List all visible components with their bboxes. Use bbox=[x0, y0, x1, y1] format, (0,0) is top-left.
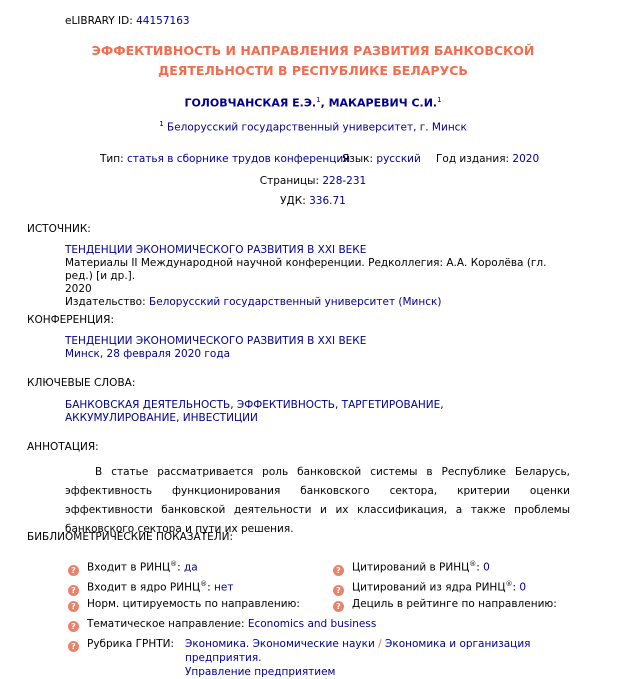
help-icon[interactable]: ? bbox=[68, 585, 79, 596]
author-aff-no: 1 bbox=[437, 96, 442, 104]
meta-lang-label: Язык: bbox=[342, 153, 374, 165]
biblio-heading: БИБЛИОМЕТРИЧЕСКИЕ ПОКАЗАТЕЛИ: bbox=[27, 531, 234, 543]
help-icon[interactable]: ? bbox=[333, 565, 344, 576]
source-year: 2020 bbox=[65, 283, 92, 295]
author-link[interactable]: ГОЛОВЧАНСКАЯ Е.Э. bbox=[184, 96, 317, 110]
source-desc: Материалы II Международной научной конференции. Редколлегия: А.А. Королёва (гл. ред.) [и др.]. bbox=[65, 257, 547, 282]
source-heading: ИСТОЧНИК: bbox=[27, 223, 91, 235]
help-icon[interactable]: ? bbox=[68, 621, 79, 632]
grnti-values bbox=[185, 637, 585, 679]
meta-year-value: 2020 bbox=[512, 153, 540, 165]
meta-udk bbox=[0, 195, 626, 207]
help-icon[interactable]: ? bbox=[68, 565, 79, 576]
rinc-core-included: ? Входит в ядро РИНЦ®: нет bbox=[68, 577, 234, 596]
elibrary-id-label: eLIBRARY ID: bbox=[65, 15, 133, 27]
annotation-heading: АННОТАЦИЯ: bbox=[27, 441, 99, 453]
source-title-link[interactable]: ТЕНДЕНЦИИ ЭКОНОМИЧЕСКОГО РАЗВИТИЯ В XXI ВЕКЕ bbox=[65, 244, 367, 256]
keyword-link[interactable]: ТАРГЕТИРОВАНИЕ bbox=[341, 399, 441, 411]
conference-title: ТЕНДЕНЦИИ ЭКОНОМИЧЕСКОГО РАЗВИТИЯ В XXI ВЕКЕ bbox=[65, 335, 367, 347]
article-title bbox=[60, 41, 566, 81]
title-line-2: ДЕЯТЕЛЬНОСТИ В РЕСПУБЛИКЕ БЕЛАРУСЬ bbox=[158, 63, 468, 78]
keywords-heading: КЛЮЧЕВЫЕ СЛОВА: bbox=[27, 377, 136, 389]
meta-year bbox=[436, 153, 539, 165]
rinc-included: ? Входит в РИНЦ®: да bbox=[68, 557, 198, 576]
keyword-link[interactable]: ЭФФЕКТИВНОСТЬ bbox=[236, 399, 335, 411]
decile-rating: ? Дециль в рейтинге по направлению: bbox=[333, 597, 557, 612]
norm-citation: ? Норм. цитируемость по направлению: bbox=[68, 597, 300, 612]
keyword-link[interactable]: БАНКОВСКАЯ ДЕЯТЕЛЬНОСТЬ bbox=[65, 399, 231, 411]
keyword-link[interactable]: АККУМУЛИРОВАНИЕ bbox=[65, 412, 177, 424]
meta-type-label: Тип: bbox=[100, 153, 124, 165]
rinc-citations-value: 0 bbox=[483, 561, 490, 574]
grnti-link[interactable]: Экономика и организация предприятия. bbox=[185, 638, 531, 664]
meta-pages bbox=[0, 175, 626, 187]
help-icon[interactable]: ? bbox=[68, 641, 79, 652]
aff-no: 1 bbox=[159, 120, 164, 128]
grnti-link[interactable]: Экономика. Экономические науки bbox=[185, 638, 375, 650]
meta-udk-value: 336.71 bbox=[309, 195, 346, 207]
meta-type-value: статья в сборнике трудов конференции bbox=[126, 153, 351, 165]
grnti-separator: / bbox=[378, 638, 382, 650]
elibrary-id-value: 44157163 bbox=[136, 15, 190, 27]
author-aff-no: 1 bbox=[316, 96, 321, 104]
grnti-link[interactable]: Управление предприятием bbox=[185, 666, 336, 678]
rinc-core-included-value: нет bbox=[214, 581, 234, 594]
conference-heading: КОНФЕРЕНЦИЯ: bbox=[27, 314, 114, 326]
conference-block bbox=[65, 335, 570, 361]
keyword-link[interactable]: ИНВЕСТИЦИИ bbox=[182, 412, 258, 424]
meta-lang-value: русский bbox=[376, 153, 421, 165]
help-icon[interactable]: ? bbox=[68, 601, 79, 612]
rinc-core-citations-value: 0 bbox=[519, 581, 527, 594]
grnti-label: Рубрика ГРНТИ: bbox=[87, 638, 175, 650]
meta-year-label: Год издания: bbox=[436, 153, 510, 165]
meta-pages-label: Страницы: bbox=[259, 175, 319, 187]
thematic-direction-value: Economics and business bbox=[247, 618, 377, 630]
annotation-text: В статье рассматривается роль банковской системы в Республике Беларусь, эффективность функционирования банковского сектора, критерии оценки эффективности банковской деятельности и их классификация, а также проблемы банковского сектора и пути их решения. bbox=[65, 466, 570, 535]
authors: ГОЛОВЧАНСКАЯ Е.Э.$^1$, МАКАРЕВИЧ С.И.$^1$ bbox=[184, 96, 442, 110]
meta-udk-label: УДК: bbox=[280, 195, 306, 207]
thematic-direction: ? Тематическое направление: Economics and business bbox=[68, 617, 376, 632]
meta-lang bbox=[342, 153, 421, 165]
elibrary-id bbox=[65, 15, 190, 27]
annotation-body bbox=[65, 463, 570, 539]
grnti-rubric bbox=[68, 637, 174, 652]
affiliation-link[interactable]: Белорусский государственный университет, г. Минск bbox=[167, 121, 467, 134]
source-block bbox=[65, 244, 570, 309]
meta-type bbox=[100, 153, 350, 165]
meta-pages-value: 228-231 bbox=[322, 175, 367, 187]
keywords-list: БАНКОВСКАЯ ДЕЯТЕЛЬНОСТЬ, ЭФФЕКТИВНОСТЬ, ТАРГЕТИРОВАНИЕ, АККУМУЛИРОВАНИЕ, ИНВЕСТИЦИИ bbox=[65, 399, 444, 424]
affiliation bbox=[0, 120, 626, 134]
publisher-label: Издательство: bbox=[65, 296, 146, 308]
rinc-citations: ? Цитирований в РИНЦ®: 0 bbox=[333, 557, 490, 576]
title-line-1: ЭФФЕКТИВНОСТЬ И НАПРАВЛЕНИЯ РАЗВИТИЯ БАНКОВСКОЙ bbox=[91, 43, 535, 58]
rinc-included-value: да bbox=[184, 561, 198, 574]
publisher-link[interactable]: Белорусский государственный университет (Минск) bbox=[149, 296, 442, 308]
conference-place-date: Минск, 28 февраля 2020 года bbox=[65, 348, 231, 360]
help-icon[interactable]: ? bbox=[333, 601, 344, 612]
help-icon[interactable]: ? bbox=[333, 585, 344, 596]
rinc-core-citations: ? Цитирований из ядра РИНЦ®: 0 bbox=[333, 577, 526, 596]
author-link[interactable]: МАКАРЕВИЧ С.И. bbox=[328, 96, 438, 110]
